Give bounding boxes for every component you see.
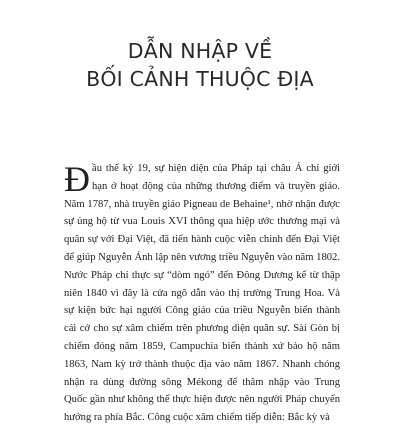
chapter-title-line-2: BỐI CẢNH THUỘC ĐỊA bbox=[86, 67, 314, 91]
paragraph bbox=[64, 160, 340, 427]
body-text bbox=[64, 160, 340, 427]
paragraph-text: ầu thế kỷ 19, sự hiện diện của Pháp tại châu Á chỉ giới hạn ở hoạt động của những thương điếm và truyền giáo. Năm 1787, nhà truyền giáo Pigneau de Behaine¹, nhờ nhận được sự ủng hộ từ vua Louis XVI thông qua hiệp ước thương mại và quân sự với Đại Việt, đã tiến hành cuộc viễn chinh đến Đại Việt để giúp Nguyễn Ánh lập nên vương triều Nguyễn vào năm 1802. Nước Pháp chỉ thực sự “dòm ngó” đến Đông Dương kể từ thập niên 1840 vì đây là cửa ngõ dẫn vào thị trường Trung Hoa. Và sự kiện bức hại người Công giáo của triều Nguyễn biến thành cái cớ cho sự xâm chiếm trên phương diện quân sự. Sài Gòn bị chiếm đóng năm 1859, Campuchia biến thành xứ bảo hộ năm 1863, Nam kỳ trở thành thuộc địa vào năm 1867. Nhanh chóng nhận ra dùng đường sông Mékong để thâm nhập vào Trung Quốc gần như không thể thực hiện được nên người Pháp chuyển hướng ra phía Bắc. Công cuộc xâm chiếm tiếp diễn: Bắc kỳ và bbox=[64, 163, 340, 424]
drop-cap: Đ bbox=[64, 159, 90, 199]
chapter-title-line-1: DẪN NHẬP VỀ bbox=[127, 39, 273, 63]
